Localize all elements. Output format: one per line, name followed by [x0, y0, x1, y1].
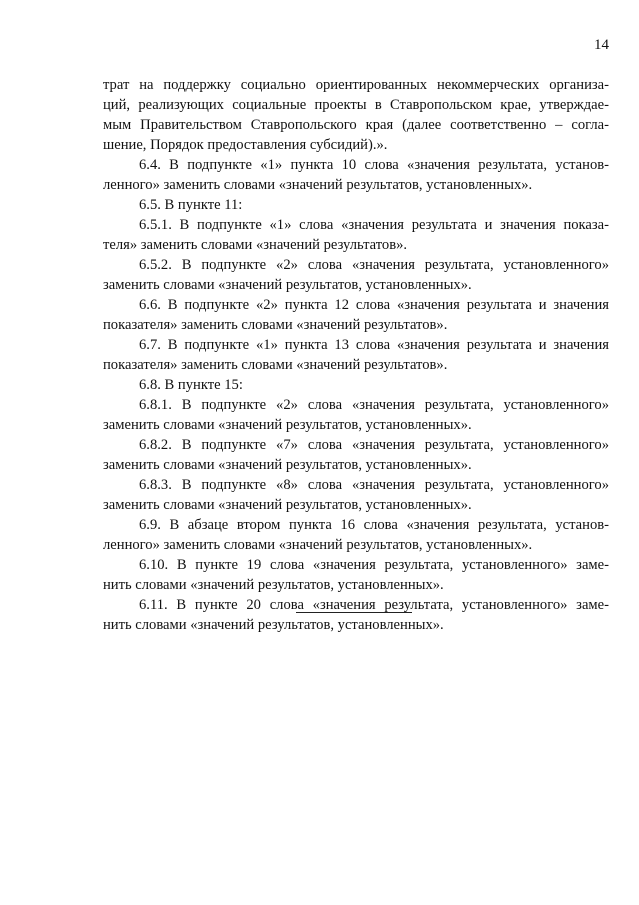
document-body: [103, 75, 609, 635]
text-line: 6.8. В пункте 15:: [139, 377, 243, 393]
text-line: ленного» заменить словами «значений результатов, установленных».: [103, 537, 533, 553]
text-line: показателя» заменить словами «значений результатов».: [103, 317, 448, 333]
text-line: трат на поддержку социально ориентированных некоммерческих организа-: [103, 77, 609, 93]
text-line: 6.6. В подпункте «2» пункта 12 слова «значения результата и значения: [139, 297, 609, 313]
text-line: 6.8.1. В подпункте «2» слова «значения результата, установленного»: [139, 397, 609, 413]
end-of-document-rule: [296, 612, 412, 613]
text-line: 6.5.2. В подпункте «2» слова «значения результата, установленного»: [139, 257, 609, 273]
text-line: заменить словами «значений результатов, установленных».: [103, 497, 472, 513]
text-line: 6.8.2. В подпункте «7» слова «значения результата, установленного»: [139, 437, 609, 453]
text-line: 6.10. В пункте 19 слова «значения результата, установленного» заме-: [139, 557, 609, 573]
text-line: шение, Порядок предоставления субсидий).».: [103, 137, 388, 153]
text-line: 6.4. В подпункте «1» пункта 10 слова «значения результата, установ-: [139, 157, 609, 173]
text-line: нить словами «значений результатов, установленных».: [103, 577, 444, 593]
text-line: теля» заменить словами «значений результатов».: [103, 237, 408, 253]
text-line: 6.7. В подпункте «1» пункта 13 слова «значения результата и значения: [139, 337, 609, 353]
text-line: 6.5.1. В подпункте «1» слова «значения результата и значения показа-: [139, 217, 609, 233]
text-line: нить словами «значений результатов, установленных».: [103, 617, 444, 633]
page-number: 14: [594, 37, 609, 53]
text-line: заменить словами «значений результатов, установленных».: [103, 457, 472, 473]
text-line: заменить словами «значений результатов, установленных».: [103, 277, 472, 293]
text-line: показателя» заменить словами «значений результатов».: [103, 357, 448, 373]
text-line: мым Правительством Ставропольского края (далее соответственно – согла-: [103, 117, 609, 133]
text-line: ций, реализующих социальные проекты в Ставропольском крае, утверждае-: [103, 97, 609, 113]
text-line: 6.8.3. В подпункте «8» слова «значения результата, установленного»: [139, 477, 609, 493]
text-line: заменить словами «значений результатов, установленных».: [103, 417, 472, 433]
text-line: ленного» заменить словами «значений результатов, установленных».: [103, 177, 533, 193]
text-line: 6.5. В пункте 11:: [139, 197, 243, 213]
text-line: 6.11. В пункте 20 слова «значения результата, установленного» заме-: [139, 597, 609, 613]
text-line: 6.9. В абзаце втором пункта 16 слова «значения результата, установ-: [139, 517, 609, 533]
